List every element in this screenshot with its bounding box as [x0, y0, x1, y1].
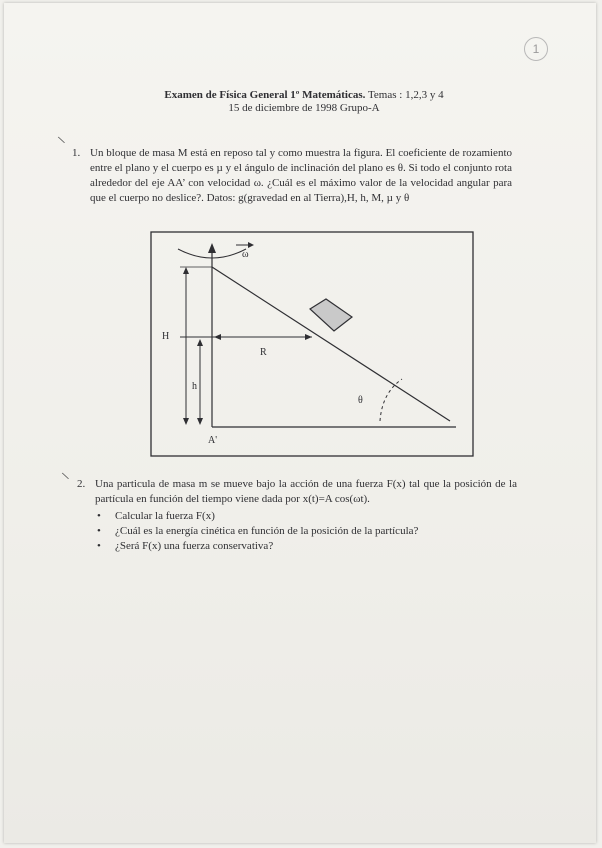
exam-date-group: 15 de diciembre de 1998 Grupo-A — [228, 102, 380, 114]
omega-arrowhead — [248, 242, 254, 248]
problem-body — [95, 477, 517, 554]
H-arrow-top — [183, 267, 189, 274]
exam-title: Examen de Física General 1º Matemáticas. — [164, 89, 366, 101]
block-mass-M — [310, 299, 352, 331]
bullet-text: ¿Será F(x) una fuerza conservativa? — [115, 540, 274, 552]
bullet-text: Calcular la fuerza F(x) — [115, 510, 215, 522]
axis-bottom-label: A' — [208, 435, 218, 446]
theta-arc — [380, 379, 402, 421]
H-label: H — [162, 331, 170, 342]
problem-1 — [72, 146, 512, 226]
inclined-plane-figure — [150, 231, 474, 457]
page-number-mark: 1 — [524, 37, 548, 61]
exam-topics: Temas : 1,2,3 y 4 — [367, 89, 444, 101]
problem-bullet-list — [95, 509, 517, 554]
incline-line — [212, 267, 450, 421]
exam-sheet — [4, 3, 596, 843]
bullet-icon: • — [97, 525, 101, 537]
axis-arrowhead — [208, 243, 216, 253]
problem-number: 2. — [77, 478, 86, 490]
h-arrow-bottom — [197, 418, 203, 425]
theta-label: θ — [358, 395, 363, 406]
h-label: h — [192, 381, 197, 392]
pencil-tick-mark: \ — [57, 134, 66, 147]
H-arrow-bottom — [183, 418, 189, 425]
bullet-icon: • — [97, 510, 101, 522]
bullet-text: ¿Cuál es la energía cinética en función de la posición de la partícula? — [115, 525, 419, 537]
problem-text: Una particula de masa m se mueve bajo la acción de una fuerza F(x) tal que la posición de la partícula en función del tiempo viene dada por x(t)=A cos(ωt). — [95, 478, 517, 505]
bullet-icon: • — [97, 540, 101, 552]
problem-number: 1. — [72, 147, 81, 159]
exam-header — [104, 89, 504, 114]
list-item — [95, 539, 517, 554]
omega-label: ω — [242, 249, 249, 260]
list-item — [95, 509, 517, 524]
problem-text: Un bloque de masa M está en reposo tal y como muestra la figura. El coeficiente de rozamiento entre el plano y el cuerpo es µ y el ángulo de inclinación del plano es θ. Si todo el conjunto rota alrededor del eje AA’ con velocidad ω. ¿Cuál es el máximo valor de la velocidad angular para que el cuerpo no deslice?. Datos: g(gravedad en al Tierra),H, h, M, µ y θ — [90, 147, 512, 204]
figure-diagram — [150, 231, 474, 457]
R-arrow-left — [214, 334, 221, 340]
R-arrow-right — [305, 334, 312, 340]
header-title-line — [104, 89, 504, 101]
problem-2 — [77, 477, 517, 567]
pencil-tick-mark: \ — [61, 470, 70, 483]
R-label: R — [260, 347, 267, 358]
list-item — [95, 524, 517, 539]
h-arrow-top — [197, 339, 203, 346]
